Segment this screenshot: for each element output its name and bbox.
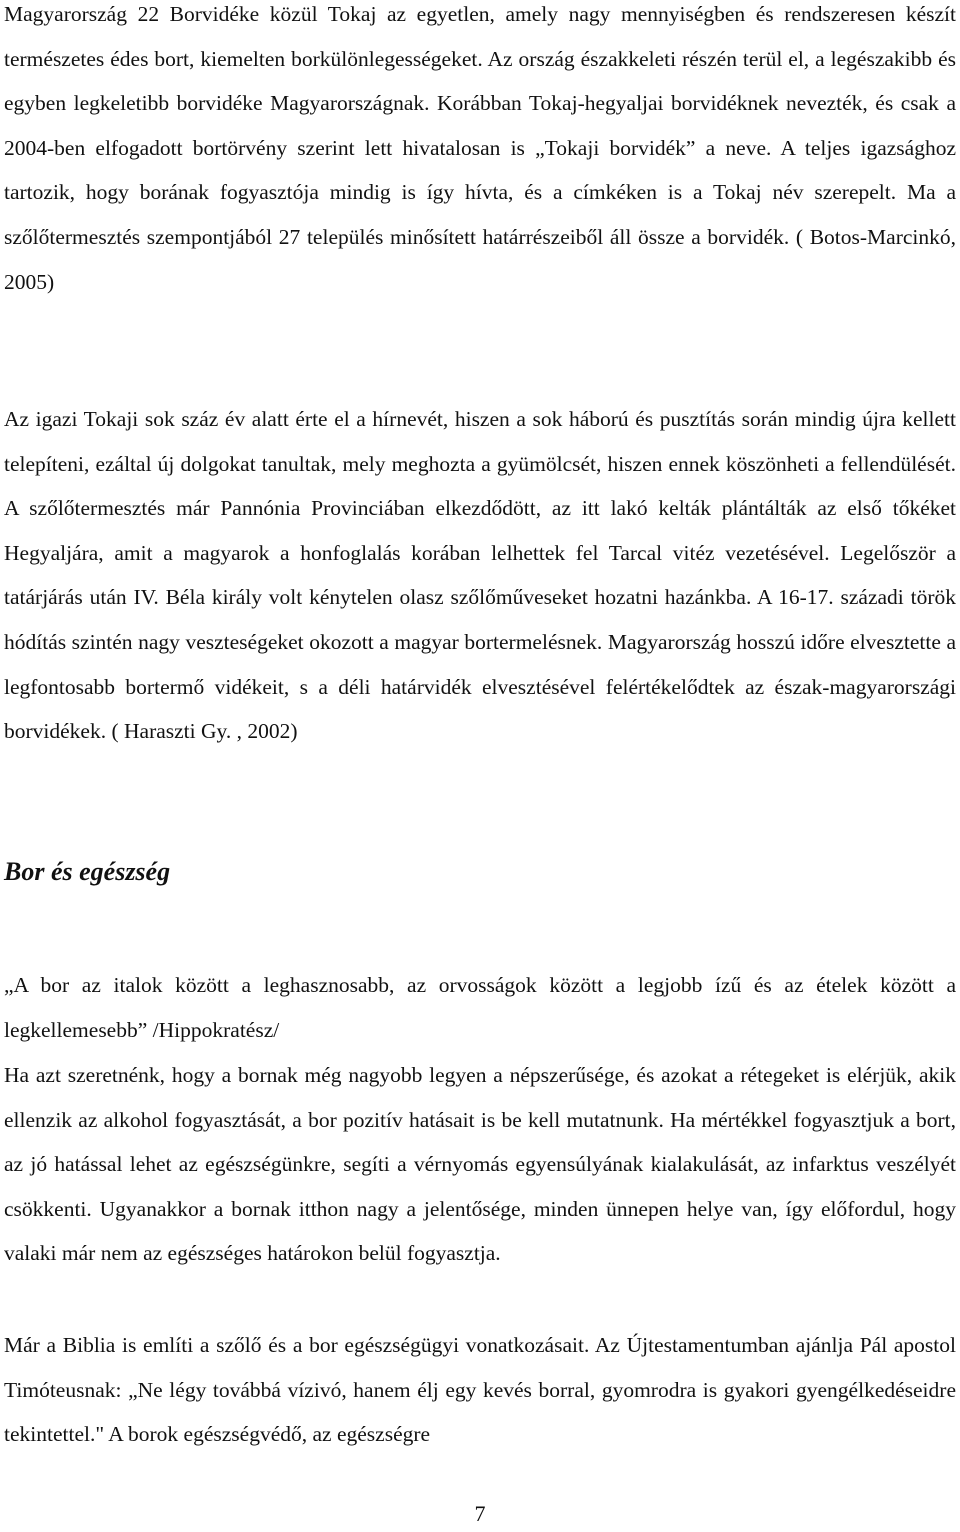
paragraph-tokaji-history: Az igazi Tokaji sok száz év alatt érte el a hírnevét, hiszen a sok háború és pusztítás során mindig újra kellett telepíteni, ezáltal új dolgokat tanultak, mely meghozta a gyümölcsét, hiszen ennek köszönheti a fellendülését. A szőlőtermesztés már Pannónia Provinciában elkezdődött, az itt lakó kelták plántálták az első tőkéket Hegyaljára, amit a magyarok a honfoglalás korában lelhettek fel Tarcal vitéz vezetésével. Legelőször a tatárjárás után IV. Béla király volt kénytelen olasz szőlőműveseket hozatni hazánkba. A 16-17. századi török hódítás szintén nagy veszteségeket okozott a magyar bortermelésnek. Magyarország hosszú időre elvesztette a legfontosabb bortermő vidékeit, s a déli határvidék elvesztésével felértékelődtek az észak-magyarországi borvidékek. ( Haraszti Gy. , 2002): [4, 407, 956, 744]
paragraph-bible-reference: Már a Biblia is említi a szőlő és a bor egészségügyi vonatkozásait. Az Újtestamentumban ajánlja Pál apostol Timóteusnak: „Ne légy továbbá vízivó, hanem élj egy kevés borral, gyomrodra is gyakori gyengélkedéseidre tekintettel." A borok egészségvédő, az egészségre: [4, 1333, 956, 1447]
paragraph-wine-health-benefits: Ha azt szeretnénk, hogy a bornak még nagyobb legyen a népszerűsége, és azokat a rétegeket is elérjük, akik ellenzik az alkohol fogyasztását, a bor pozitív hatásait is be kell mutatnunk. Ha mértékkel fogyasztjuk a bort, az jó hatással lehet az egészségünkre, segíti a vérnyomás egyensúlyának kialakulását, az infarktus veszélyét csökkenti. Ugyanakkor a bornak itthon nagy a jelentősége, minden ünnepen helye van, így előfordul, hogy valaki már nem az egészséges határokon belül fogyasztja.: [4, 1063, 956, 1266]
page-number: 7: [474, 1501, 486, 1526]
hippocrates-quote: „A bor az italok között a leghasznosabb, az orvosságok között a legjobb ízű és az ételek között a legkellemesebb” /Hippokratész/: [4, 973, 956, 1042]
section-heading: Bor és egészség: [4, 857, 171, 886]
paragraph-tokaj-region: Magyarország 22 Borvidéke közül Tokaj az egyetlen, amely nagy mennyiségben és rendszeresen készít természetes édes bort, kiemelten borkülönlegességeket. Az ország északkeleti részén terül el, a legészakibb és egyben legkeletibb borvidéke Magyarországnak. Korábban Tokaj-hegyaljai borvidéknek nevezték, és csak a 2004-ben elfogadott bortörvény szerint lett hivatalosan is „Tokaji borvidék” a neve. A teljes igazsághoz tartozik, hogy borának fogyasztója mindig is így hívta, és a címkéken is a Tokaj név szerepelt. Ma a szőlőtermesztés szempontjából 27 település minősített határrészeiből áll össze a borvidék. ( Botos-Marcinkó, 2005): [4, 2, 956, 294]
